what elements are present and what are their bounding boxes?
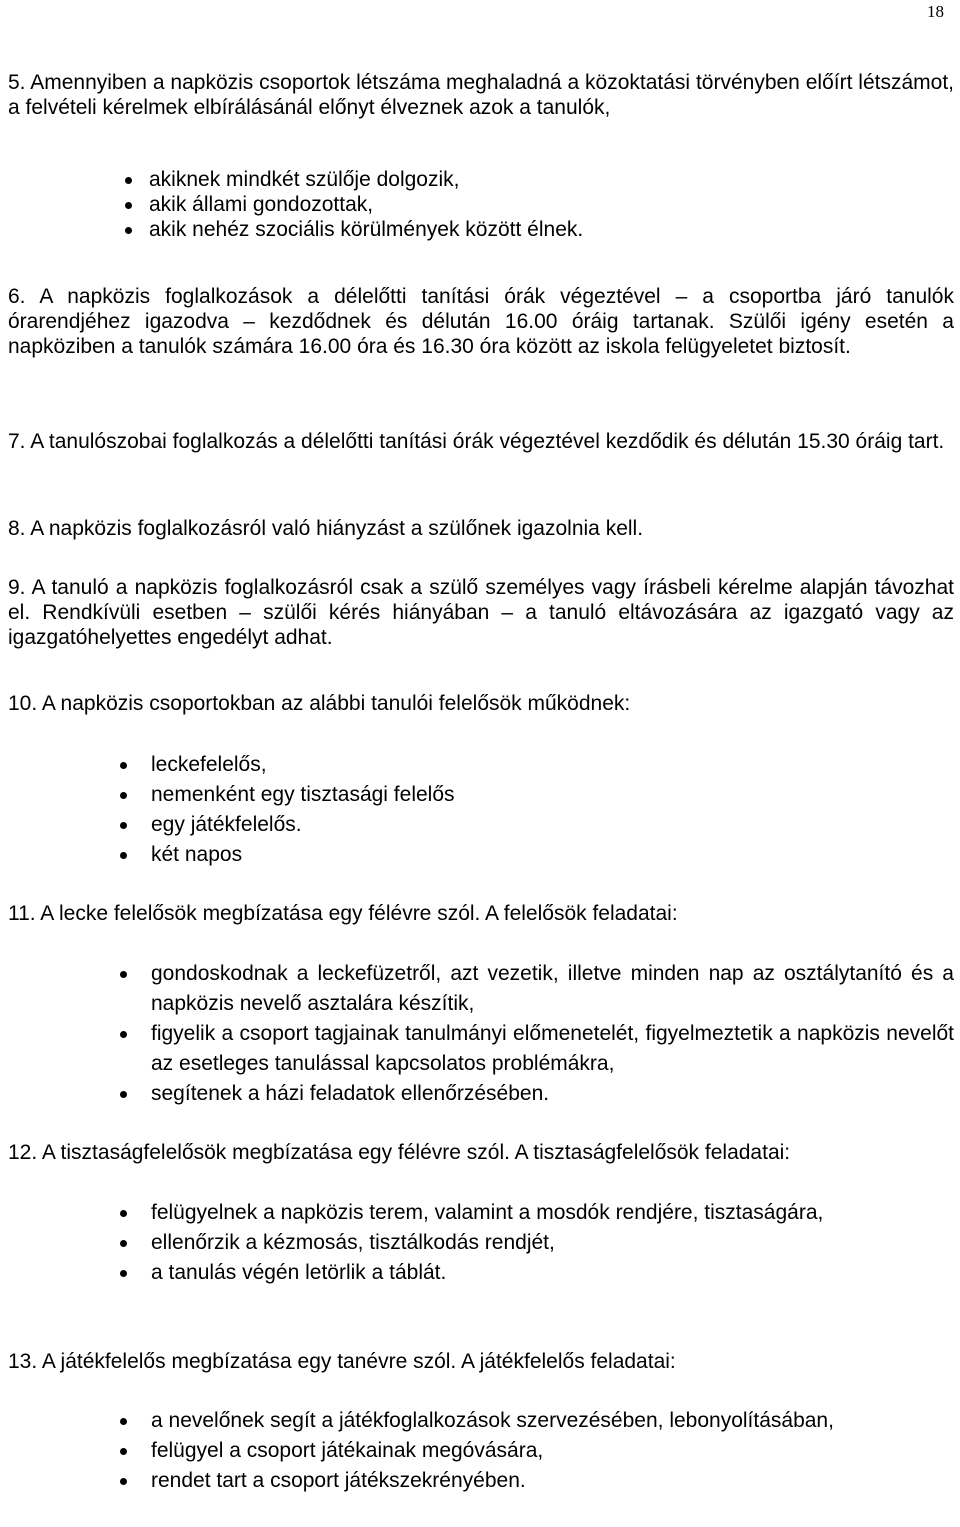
paragraph-12-text: 12. A tisztaságfelelősök megbízatása egy félévre szól. A tisztaságfelelősök feladatai: bbox=[8, 1141, 791, 1164]
list-item: leckefelelős, bbox=[151, 750, 954, 780]
paragraph-5 bbox=[8, 70, 954, 120]
paragraph-7 bbox=[8, 429, 954, 454]
paragraph-9 bbox=[8, 575, 954, 650]
list-item: akik állami gondozottak, bbox=[149, 192, 809, 217]
list-item: két napos bbox=[151, 840, 954, 870]
paragraph-8 bbox=[8, 516, 954, 541]
paragraph-9-text: 9. A tanuló a napközis foglalkozásról csak a szülő személyes vagy írásbeli kérelme alapján távozhat el. Rendkívüli esetben – szülői kérés hiányában – a tanuló eltávozására az igazgató vagy az igazgatóhelyettes engedélyt adhat. bbox=[8, 576, 954, 649]
list-item: a nevelőnek segít a játékfoglalkozások szervezésében, lebonyolításában, bbox=[151, 1406, 954, 1436]
list-12 bbox=[151, 1198, 954, 1288]
paragraph-11-text: 11. A lecke felelősök megbízatása egy félévre szól. A felelősök feladatai: bbox=[8, 902, 678, 925]
list-item: felügyel a csoport játékainak megóvására, bbox=[151, 1436, 954, 1466]
paragraph-13-text: 13. A játékfelelős megbízatása egy tanévre szól. A játékfelelős feladatai: bbox=[8, 1350, 676, 1373]
list-10 bbox=[151, 750, 954, 870]
list-item: akiknek mindkét szülője dolgozik, bbox=[149, 167, 809, 192]
page-number: 18 bbox=[927, 2, 944, 21]
list-13 bbox=[151, 1406, 954, 1496]
paragraph-11 bbox=[8, 901, 954, 926]
paragraph-8-text: 8. A napközis foglalkozásról való hiányzást a szülőnek igazolnia kell. bbox=[8, 517, 644, 540]
list-item: figyelik a csoport tagjainak tanulmányi előmenetelét, figyelmeztetik a napközis nevelőt az esetleges tanulással kapcsolatos problémákra, bbox=[151, 1019, 954, 1079]
paragraph-10-text: 10. A napközis csoportokban az alábbi tanulói felelősök működnek: bbox=[8, 692, 631, 715]
list-item: segítenek a házi feladatok ellenőrzésében. bbox=[151, 1079, 954, 1109]
list-item: nemenként egy tisztasági felelős bbox=[151, 780, 954, 810]
paragraph-10 bbox=[8, 691, 954, 716]
list-item: ellenőrzik a kézmosás, tisztálkodás rendjét, bbox=[151, 1228, 954, 1258]
list-item: felügyelnek a napközis terem, valamint a mosdók rendjére, tisztaságára, bbox=[151, 1198, 954, 1228]
list-item: gondoskodnak a leckefüzetről, azt vezetik, illetve minden nap az osztálytanító és a napközis nevelő asztalára készítik, bbox=[151, 959, 954, 1019]
list-5 bbox=[149, 167, 809, 242]
list-11 bbox=[151, 959, 954, 1109]
paragraph-5-text: 5. Amennyiben a napközis csoportok létszáma meghaladná a közoktatási törvényben előírt létszámot, a felvételi kérelmek elbírálásánál előnyt élveznek azok a tanulók, bbox=[8, 71, 954, 119]
list-item: a tanulás végén letörlik a táblát. bbox=[151, 1258, 954, 1288]
paragraph-7-text: 7. A tanulószobai foglalkozás a délelőtti tanítási órák végeztével kezdődik és délután 15.30 óráig tart. bbox=[8, 430, 945, 453]
paragraph-13 bbox=[8, 1349, 954, 1374]
list-item: akik nehéz szociális körülmények között élnek. bbox=[149, 217, 809, 242]
paragraph-12 bbox=[8, 1140, 954, 1165]
list-item: egy játékfelelős. bbox=[151, 810, 954, 840]
paragraph-6 bbox=[8, 284, 954, 359]
paragraph-6-text: 6. A napközis foglalkozások a délelőtti tanítási órák végeztével – a csoportba járó tanulók órarendjéhez igazodva – kezdődnek és délután 16.00 óráig tartanak. Szülői igény esetén a napköziben a tanulók számára 16.00 óra és 16.30 óra között az iskola felügyeletet biztosít. bbox=[8, 285, 954, 358]
list-item: rendet tart a csoport játékszekrényében. bbox=[151, 1466, 954, 1496]
